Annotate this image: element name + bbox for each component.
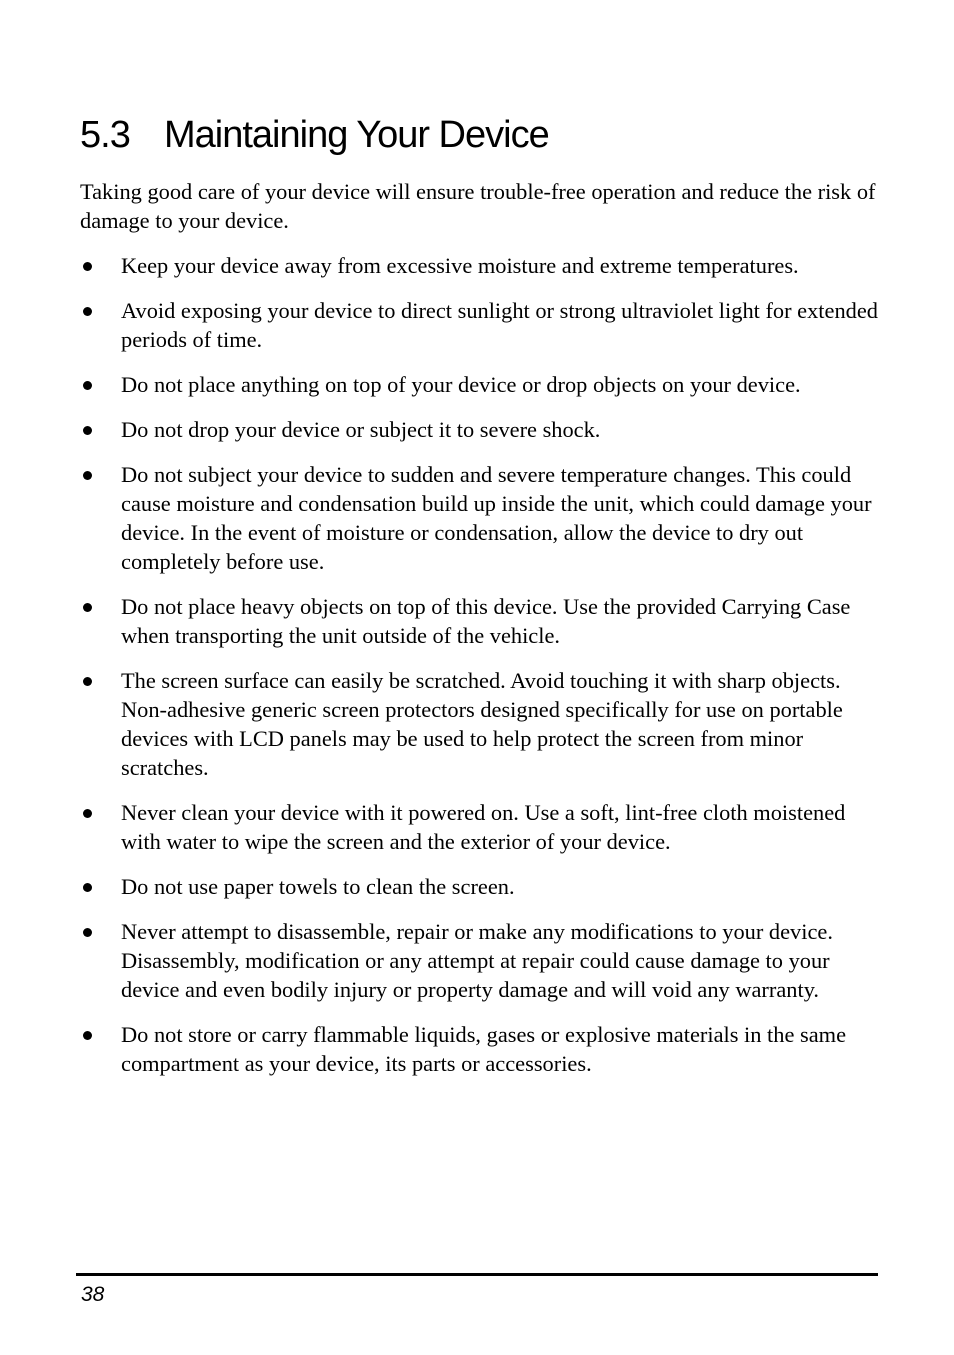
bullet-icon bbox=[83, 603, 92, 612]
list-item-text: Never attempt to disassemble, repair or make any modifications to your device. Disassembly, modification or any attempt at repair could cause damage to your device and even bodily injury or property damage and will void any warranty. bbox=[121, 919, 833, 1002]
bullet-icon bbox=[83, 809, 92, 818]
list-item-text: Do not drop your device or subject it to severe shock. bbox=[121, 417, 601, 442]
list-item-text: Avoid exposing your device to direct sunlight or strong ultraviolet light for extended periods of time. bbox=[121, 298, 878, 352]
bullet-icon bbox=[83, 307, 92, 316]
section-number: 5.3 bbox=[80, 114, 130, 156]
bullet-icon bbox=[83, 883, 92, 892]
list-item bbox=[80, 917, 880, 1004]
bullet-icon bbox=[83, 1031, 92, 1040]
list-item bbox=[80, 1020, 880, 1078]
list-item bbox=[80, 592, 880, 650]
list-item bbox=[80, 296, 880, 354]
list-item-text: Do not use paper towels to clean the screen. bbox=[121, 874, 515, 899]
list-item bbox=[80, 370, 880, 399]
footer-divider bbox=[76, 1273, 878, 1276]
intro-paragraph: Taking good care of your device will ensure trouble-free operation and reduce the risk of damage to your device. bbox=[80, 179, 876, 233]
list-item-text: Do not store or carry flammable liquids, gases or explosive materials in the same compartment as your device, its parts or accessories. bbox=[121, 1022, 847, 1076]
bullet-icon bbox=[83, 928, 92, 937]
list-item bbox=[80, 798, 880, 856]
list-item-text: The screen surface can easily be scratched. Avoid touching it with sharp objects. Non-adhesive generic screen protectors designed specifically for use on portable devices with LCD panels may be used to help protect the screen from minor scratches. bbox=[121, 668, 843, 780]
bullet-icon bbox=[83, 381, 92, 390]
list-item-text: Keep your device away from excessive moisture and extreme temperatures. bbox=[121, 253, 799, 278]
list-item bbox=[80, 460, 880, 576]
maintenance-tips-list bbox=[80, 251, 880, 1094]
list-item bbox=[80, 251, 880, 280]
list-item-text: Do not place anything on top of your device or drop objects on your device. bbox=[121, 372, 801, 397]
bullet-icon bbox=[83, 677, 92, 686]
list-item bbox=[80, 415, 880, 444]
list-item bbox=[80, 872, 880, 901]
bullet-icon bbox=[83, 426, 92, 435]
bullet-icon bbox=[83, 471, 92, 480]
list-item-text: Never clean your device with it powered on. Use a soft, lint-free cloth moistened with water to wipe the screen and the exterior of your device. bbox=[121, 800, 846, 854]
section-title: Maintaining Your Device bbox=[164, 114, 549, 156]
page-number: 38 bbox=[81, 1283, 105, 1306]
list-item bbox=[80, 666, 880, 782]
list-item-text: Do not subject your device to sudden and severe temperature changes. This could cause moisture and condensation build up inside the unit, which could damage your device. In the event of moisture or condensation, allow the device to dry out completely before use. bbox=[121, 462, 872, 574]
bullet-icon bbox=[83, 262, 92, 271]
section-heading bbox=[80, 110, 549, 160]
list-item-text: Do not place heavy objects on top of this device. Use the provided Carrying Case when transporting the unit outside of the vehicle. bbox=[121, 594, 851, 648]
